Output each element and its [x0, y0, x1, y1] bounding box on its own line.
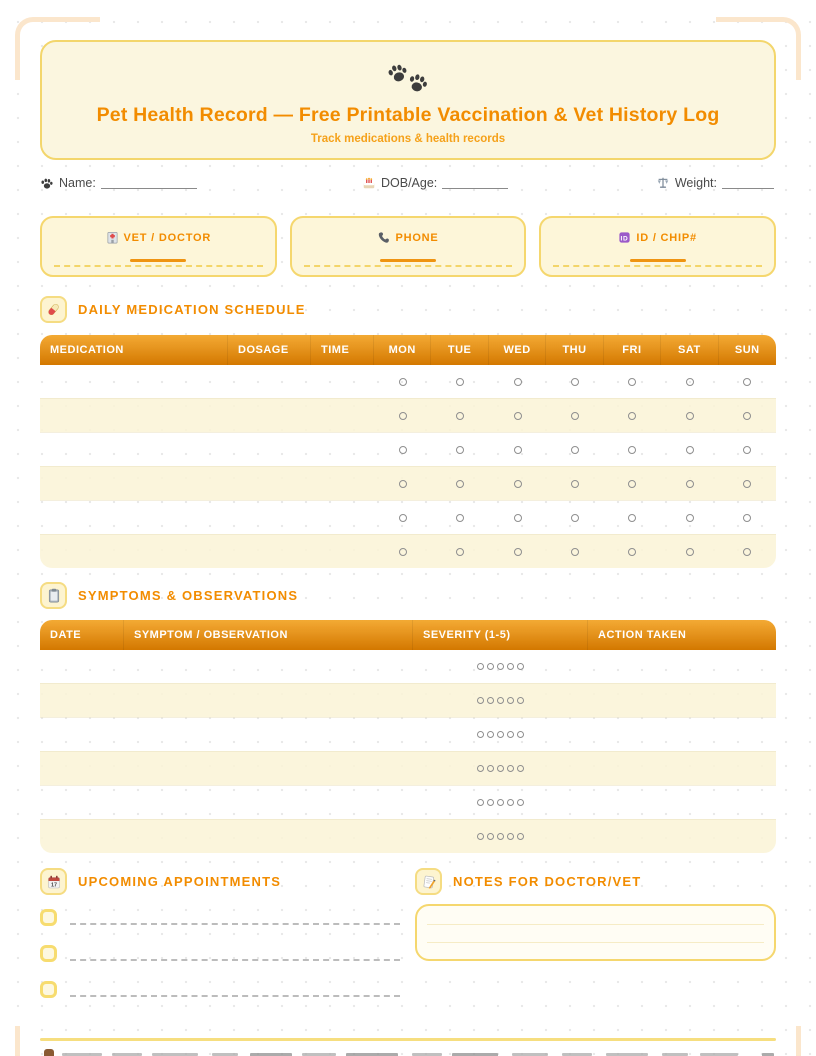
col-dosage: DOSAGE: [228, 335, 311, 365]
day-checkbox-circle[interactable]: [456, 378, 464, 386]
day-checkbox-circle[interactable]: [456, 446, 464, 454]
medication-row: [40, 398, 776, 432]
notes-section: [415, 868, 776, 895]
medication-cell[interactable]: [40, 399, 228, 432]
id-chip-label: ID / CHIP#: [636, 231, 697, 244]
page-subtitle: Track medications & health records: [310, 133, 506, 145]
symptom-cell[interactable]: [124, 786, 413, 819]
svg-text:ID: ID: [620, 235, 629, 243]
phone-box: [290, 216, 527, 277]
id-chip-write-line[interactable]: [630, 259, 686, 262]
day-checkbox-circle[interactable]: [686, 378, 694, 386]
day-checkbox-circle[interactable]: [628, 378, 636, 386]
dosage-cell[interactable]: [228, 501, 311, 534]
medication-cell[interactable]: [40, 467, 228, 500]
date-cell[interactable]: [40, 820, 124, 853]
id-chip-box: [539, 216, 776, 277]
date-cell[interactable]: [40, 684, 124, 717]
col-mon: MON: [374, 335, 431, 365]
symptom-row: [40, 751, 776, 785]
day-checkbox-circle[interactable]: [686, 514, 694, 522]
severity-circles[interactable]: [477, 833, 524, 840]
dob-field: [362, 176, 508, 190]
day-checkbox-circle[interactable]: [628, 480, 636, 488]
col-date: DATE: [40, 620, 124, 650]
day-checkbox-circle[interactable]: [514, 514, 522, 522]
action-cell[interactable]: [588, 752, 776, 785]
pet-fields-row: [40, 176, 776, 198]
col-thu: THU: [546, 335, 603, 365]
contact-info-boxes: [40, 216, 776, 277]
symptoms-section-title: SYMPTOMS & OBSERVATIONS: [78, 588, 299, 603]
vet-doctor-box: [40, 216, 277, 277]
day-checkbox-circle[interactable]: [743, 412, 751, 420]
dosage-cell[interactable]: [228, 535, 311, 568]
day-checkbox-circle[interactable]: [456, 412, 464, 420]
header-card: [40, 40, 776, 160]
day-checkbox-circle[interactable]: [399, 412, 407, 420]
severity-circles[interactable]: [477, 799, 524, 806]
day-checkbox-circle[interactable]: [743, 446, 751, 454]
paw-icon: [40, 177, 54, 190]
appointment-write-line[interactable]: [70, 995, 400, 997]
day-checkbox-circle[interactable]: [686, 548, 694, 556]
appointments-section-title: UPCOMING APPOINTMENTS: [78, 874, 282, 889]
medication-cell[interactable]: [40, 501, 228, 534]
col-fri: FRI: [604, 335, 661, 365]
day-checkbox-circle[interactable]: [399, 446, 407, 454]
calendar-icon: [40, 868, 67, 895]
action-cell[interactable]: [588, 820, 776, 853]
day-checkbox-circle[interactable]: [456, 480, 464, 488]
day-checkbox-circle[interactable]: [743, 548, 751, 556]
day-checkbox-circle[interactable]: [456, 514, 464, 522]
footer-clipped-text: [40, 1049, 776, 1056]
vet-doctor-label: VET / DOCTOR: [123, 231, 212, 244]
medication-row: [40, 466, 776, 500]
medication-table: [40, 335, 776, 568]
day-checkbox-circle[interactable]: [399, 480, 407, 488]
date-cell[interactable]: [40, 752, 124, 785]
corner-decoration-bottom-right: [796, 1026, 801, 1056]
medication-row: [40, 534, 776, 568]
severity-circles[interactable]: [477, 765, 524, 772]
col-tue: TUE: [431, 335, 488, 365]
notes-rule-line: [427, 942, 764, 943]
balance-scale-icon: [656, 176, 670, 190]
day-checkbox-circle[interactable]: [686, 446, 694, 454]
appointment-checkbox[interactable]: [40, 945, 57, 962]
id-chip-dashed-line: [553, 265, 762, 267]
day-checkbox-circle[interactable]: [628, 514, 636, 522]
severity-circles[interactable]: [477, 697, 524, 704]
symptom-row: [40, 650, 776, 683]
medication-section-header: [40, 296, 306, 323]
day-checkbox-circle[interactable]: [743, 480, 751, 488]
symptoms-section-header: [40, 582, 298, 609]
medication-row: [40, 365, 776, 398]
notes-section-title: NOTES FOR DOCTOR/VET: [453, 874, 642, 889]
day-checkbox-circle[interactable]: [571, 446, 579, 454]
symptom-cell[interactable]: [124, 684, 413, 717]
dosage-cell[interactable]: [228, 433, 311, 466]
medication-cell[interactable]: [40, 535, 228, 568]
day-checkbox-circle[interactable]: [399, 514, 407, 522]
symptom-row: [40, 683, 776, 717]
day-checkbox-circle[interactable]: [571, 378, 579, 386]
medication-row: [40, 432, 776, 466]
day-checkbox-circle[interactable]: [514, 446, 522, 454]
day-checkbox-circle[interactable]: [571, 412, 579, 420]
name-field: [40, 176, 197, 190]
date-cell[interactable]: [40, 650, 124, 683]
hospital-icon: [106, 231, 119, 244]
appointment-checkbox[interactable]: [40, 981, 57, 998]
time-cell[interactable]: [311, 467, 374, 500]
day-checkbox-circle[interactable]: [686, 412, 694, 420]
id-badge-icon: [618, 231, 631, 244]
corner-decoration-bottom-left: [15, 1026, 20, 1056]
medication-table-header: [40, 335, 776, 365]
medication-section-title: DAILY MEDICATION SCHEDULE: [78, 302, 306, 317]
svg-text:17: 17: [50, 882, 57, 889]
pill-icon: [40, 296, 67, 323]
memo-pencil-icon: [415, 868, 442, 895]
col-sat: SAT: [661, 335, 718, 365]
appointment-line: [40, 945, 402, 965]
appointment-line: [40, 909, 402, 929]
notes-write-box[interactable]: [415, 904, 776, 961]
day-checkbox-circle[interactable]: [571, 514, 579, 522]
day-checkbox-circle[interactable]: [743, 514, 751, 522]
appointment-line: [40, 981, 402, 1001]
page-title: Pet Health Record — Free Printable Vaccination & Vet History Log: [96, 104, 720, 126]
date-cell[interactable]: [40, 786, 124, 819]
time-cell[interactable]: [311, 535, 374, 568]
notes-rule-line: [427, 924, 764, 925]
day-checkbox-circle[interactable]: [514, 412, 522, 420]
vet-doctor-dashed-line: [54, 265, 263, 267]
name-label: Name:: [59, 176, 96, 190]
col-action: ACTION TAKEN: [588, 620, 776, 650]
notes-section-header: [415, 868, 776, 895]
footer-divider: [40, 1038, 776, 1041]
col-sun: SUN: [719, 335, 776, 365]
name-write-line[interactable]: [101, 177, 197, 189]
day-checkbox-circle[interactable]: [514, 480, 522, 488]
phone-icon: [377, 231, 390, 244]
weight-field: [656, 176, 774, 190]
symptom-cell[interactable]: [124, 718, 413, 751]
time-cell[interactable]: [311, 433, 374, 466]
time-cell[interactable]: [311, 501, 374, 534]
col-wed: WED: [489, 335, 546, 365]
day-checkbox-circle[interactable]: [628, 446, 636, 454]
time-cell[interactable]: [311, 399, 374, 432]
day-checkbox-circle[interactable]: [514, 378, 522, 386]
appointments-section: [40, 868, 402, 895]
symptom-row: [40, 785, 776, 819]
day-checkbox-circle[interactable]: [514, 548, 522, 556]
appointment-checkbox[interactable]: [40, 909, 57, 926]
dosage-cell[interactable]: [228, 399, 311, 432]
symptom-cell[interactable]: [124, 752, 413, 785]
paw-prints-icon: [42, 62, 774, 96]
symptom-cell[interactable]: [124, 650, 413, 683]
dosage-cell[interactable]: [228, 365, 311, 398]
weight-write-line[interactable]: [722, 177, 774, 189]
birthday-cake-icon: [362, 176, 376, 190]
phone-label: PHONE: [395, 231, 439, 244]
date-cell[interactable]: [40, 718, 124, 751]
symptom-row: [40, 819, 776, 853]
action-cell[interactable]: [588, 786, 776, 819]
phone-write-line[interactable]: [380, 259, 436, 262]
day-checkbox-circle[interactable]: [686, 480, 694, 488]
phone-dashed-line: [304, 265, 513, 267]
action-cell[interactable]: [588, 718, 776, 751]
appointment-write-line[interactable]: [70, 959, 400, 961]
day-checkbox-circle[interactable]: [743, 378, 751, 386]
col-time: TIME: [311, 335, 374, 365]
medication-cell[interactable]: [40, 433, 228, 466]
clipboard-icon: [40, 582, 67, 609]
severity-circles[interactable]: [477, 731, 524, 738]
medication-row: [40, 500, 776, 534]
day-checkbox-circle[interactable]: [571, 548, 579, 556]
time-cell[interactable]: [311, 365, 374, 398]
day-checkbox-circle[interactable]: [628, 548, 636, 556]
symptoms-table: [40, 620, 776, 853]
col-symptom: SYMPTOM / OBSERVATION: [124, 620, 413, 650]
appointments-section-header: [40, 868, 402, 895]
medication-cell[interactable]: [40, 365, 228, 398]
action-cell[interactable]: [588, 650, 776, 683]
dob-label: DOB/Age:: [381, 176, 438, 190]
action-cell[interactable]: [588, 684, 776, 717]
symptoms-table-header: [40, 620, 776, 650]
day-checkbox-circle[interactable]: [456, 548, 464, 556]
dob-write-line[interactable]: [442, 177, 508, 189]
symptom-cell[interactable]: [124, 820, 413, 853]
day-checkbox-circle[interactable]: [399, 548, 407, 556]
severity-circles[interactable]: [477, 663, 524, 670]
col-severity: SEVERITY (1-5): [413, 620, 588, 650]
dosage-cell[interactable]: [228, 467, 311, 500]
vet-doctor-write-line[interactable]: [130, 259, 186, 262]
day-checkbox-circle[interactable]: [628, 412, 636, 420]
weight-label: Weight:: [674, 176, 717, 190]
day-checkbox-circle[interactable]: [571, 480, 579, 488]
col-medication: MEDICATION: [40, 335, 228, 365]
appointment-write-line[interactable]: [70, 923, 400, 925]
day-checkbox-circle[interactable]: [399, 378, 407, 386]
symptom-row: [40, 717, 776, 751]
